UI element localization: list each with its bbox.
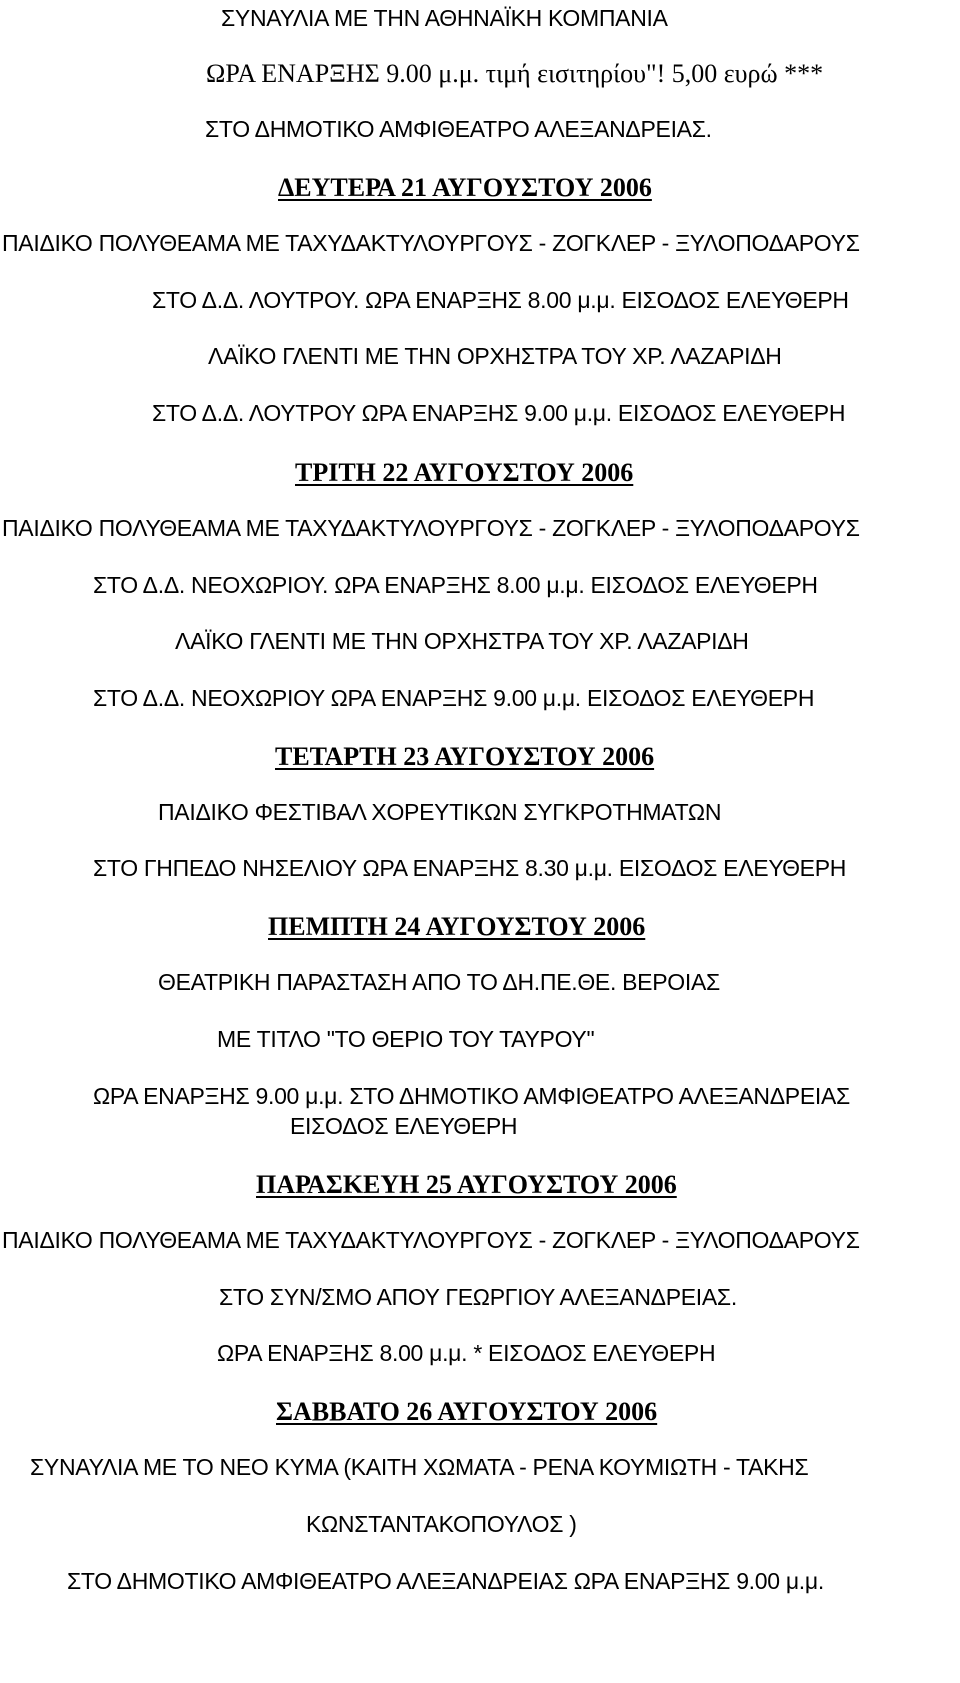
text-line: ΚΩΝΣΤΑΝΤΑΚΟΠΟΥΛΟΣ ) xyxy=(306,1511,577,1537)
text-line: ΣΤΟ Δ.Δ. ΝΕΟΧΩΡΙΟΥ ΩΡΑ ΕΝΑΡΞΗΣ 9.00 μ.μ. ΕΙΣΟΔΟΣ ΕΛΕΥΘΕΡΗ xyxy=(93,685,815,711)
date-heading: ΠΑΡΑΣΚΕΥΗ 25 ΑΥΓΟΥΣΤΟΥ 2006 xyxy=(256,1170,677,1199)
text-line: ΜΕ ΤΙΤΛΟ "ΤΟ ΘΕΡΙΟ ΤΟΥ ΤΑΥΡΟΥ" xyxy=(217,1026,595,1052)
text-line: ΣΥΝΑΥΛΙΑ ΜΕ ΤΗΝ ΑΘΗΝΑΪΚΗ ΚΟΜΠΑΝΙΑ xyxy=(221,5,668,31)
date-heading: ΔΕΥΤΕΡΑ 21 ΑΥΓΟΥΣΤΟΥ 2006 xyxy=(278,173,652,202)
text-line: ΩΡΑ ΕΝΑΡΞΗΣ 8.00 μ.μ. * ΕΙΣΟΔΟΣ ΕΛΕΥΘΕΡΗ xyxy=(217,1340,716,1366)
text-line: ΣΤΟ ΓΗΠΕΔΟ ΝΗΣΕΛΙΟΥ ΩΡΑ ΕΝΑΡΞΗΣ 8.30 μ.μ. ΕΙΣΟΔΟΣ ΕΛΕΥΘΕΡΗ xyxy=(93,855,847,881)
text-line: ΠΑΙΔΙΚΟ ΠΟΛΥΘΕΑΜΑ ΜΕ ΤΑΧΥΔΑΚΤΥΛΟΥΡΓΟΥΣ - ΖΟΓΚΛΕΡ - ΞΥΛΟΠΟΔΑΡΟΥΣ xyxy=(2,515,860,541)
text-line: ΩΡΑ ΕΝΑΡΞΗΣ 9.00 μ.μ. τιμή εισιτηρίου"! 5,00 ευρώ *** xyxy=(206,59,824,88)
text-line: ΠΑΙΔΙΚΟ ΠΟΛΥΘΕΑΜΑ ΜΕ ΤΑΧΥΔΑΚΤΥΛΟΥΡΓΟΥΣ - ΖΟΓΚΛΕΡ - ΞΥΛΟΠΟΔΑΡΟΥΣ xyxy=(2,230,860,256)
text-line: ΣΤΟ ΣΥΝ/ΣΜΟ ΑΠΟΥ ΓΕΩΡΓΙΟΥ ΑΛΕΞΑΝΔΡΕΙΑΣ. xyxy=(219,1284,737,1310)
date-heading: ΤΕΤΑΡΤΗ 23 ΑΥΓΟΥΣΤΟΥ 2006 xyxy=(275,742,655,771)
text-line: ΛΑΪΚΟ ΓΛΕΝΤΙ ΜΕ ΤΗΝ ΟΡΧΗΣΤΡΑ ΤΟΥ ΧΡ. ΛΑΖΑΡΙΔΗ xyxy=(175,628,749,654)
text-line: ΣΤΟ Δ.Δ. ΛΟΥΤΡΟΥ. ΩΡΑ ΕΝΑΡΞΗΣ 8.00 μ.μ. ΕΙΣΟΔΟΣ ΕΛΕΥΘΕΡΗ xyxy=(152,287,849,313)
text-line: ΣΤΟ ΔΗΜΟΤΙΚΟ ΑΜΦΙΘΕΑΤΡΟ ΑΛΕΞΑΝΔΡΕΙΑΣ. xyxy=(205,116,712,142)
text-line: ΠΑΙΔΙΚΟ ΦΕΣΤΙΒΑΛ ΧΟΡΕΥΤΙΚΩΝ ΣΥΓΚΡΟΤΗΜΑΤΩΝ xyxy=(158,799,722,825)
text-line: ΛΑΪΚΟ ΓΛΕΝΤΙ ΜΕ ΤΗΝ ΟΡΧΗΣΤΡΑ ΤΟΥ ΧΡ. ΛΑΖΑΡΙΔΗ xyxy=(208,343,782,369)
date-heading: ΤΡΙΤΗ 22 ΑΥΓΟΥΣΤΟΥ 2006 xyxy=(295,458,634,487)
text-line: ΣΤΟ ΔΗΜΟΤΙΚΟ ΑΜΦΙΘΕΑΤΡΟ ΑΛΕΞΑΝΔΡΕΙΑΣ ΩΡΑ ΕΝΑΡΞΗΣ 9.00 μ.μ. xyxy=(67,1568,824,1594)
text-line: ΠΑΙΔΙΚΟ ΠΟΛΥΘΕΑΜΑ ΜΕ ΤΑΧΥΔΑΚΤΥΛΟΥΡΓΟΥΣ - ΖΟΓΚΛΕΡ - ΞΥΛΟΠΟΔΑΡΟΥΣ xyxy=(2,1227,860,1253)
text-line: ΕΙΣΟΔΟΣ ΕΛΕΥΘΕΡΗ xyxy=(290,1113,518,1139)
date-heading: ΣΑΒΒΑΤΟ 26 ΑΥΓΟΥΣΤΟΥ 2006 xyxy=(276,1397,658,1426)
text-line: ΣΥΝΑΥΛΙΑ ΜΕ ΤΟ ΝΕΟ ΚΥΜΑ (ΚΑΙΤΗ ΧΩΜΑΤΑ - ΡΕΝΑ ΚΟΥΜΙΩΤΗ - ΤΑΚΗΣ xyxy=(30,1454,809,1480)
text-line: ΘΕΑΤΡΙΚΗ ΠΑΡΑΣΤΑΣΗ ΑΠΟ ΤΟ ΔΗ.ΠΕ.ΘΕ. ΒΕΡΟΙΑΣ xyxy=(158,969,720,995)
text-line: ΣΤΟ Δ.Δ. ΛΟΥΤΡΟΥ ΩΡΑ ΕΝΑΡΞΗΣ 9.00 μ.μ. ΕΙΣΟΔΟΣ ΕΛΕΥΘΕΡΗ xyxy=(152,400,846,426)
text-line: ΣΤΟ Δ.Δ. ΝΕΟΧΩΡΙΟΥ. ΩΡΑ ΕΝΑΡΞΗΣ 8.00 μ.μ. ΕΙΣΟΔΟΣ ΕΛΕΥΘΕΡΗ xyxy=(93,572,818,598)
date-heading: ΠΕΜΠΤΗ 24 ΑΥΓΟΥΣΤΟΥ 2006 xyxy=(268,912,646,941)
text-line: ΩΡΑ ΕΝΑΡΞΗΣ 9.00 μ.μ. ΣΤΟ ΔΗΜΟΤΙΚΟ ΑΜΦΙΘΕΑΤΡΟ ΑΛΕΞΑΝΔΡΕΙΑΣ xyxy=(93,1083,850,1109)
